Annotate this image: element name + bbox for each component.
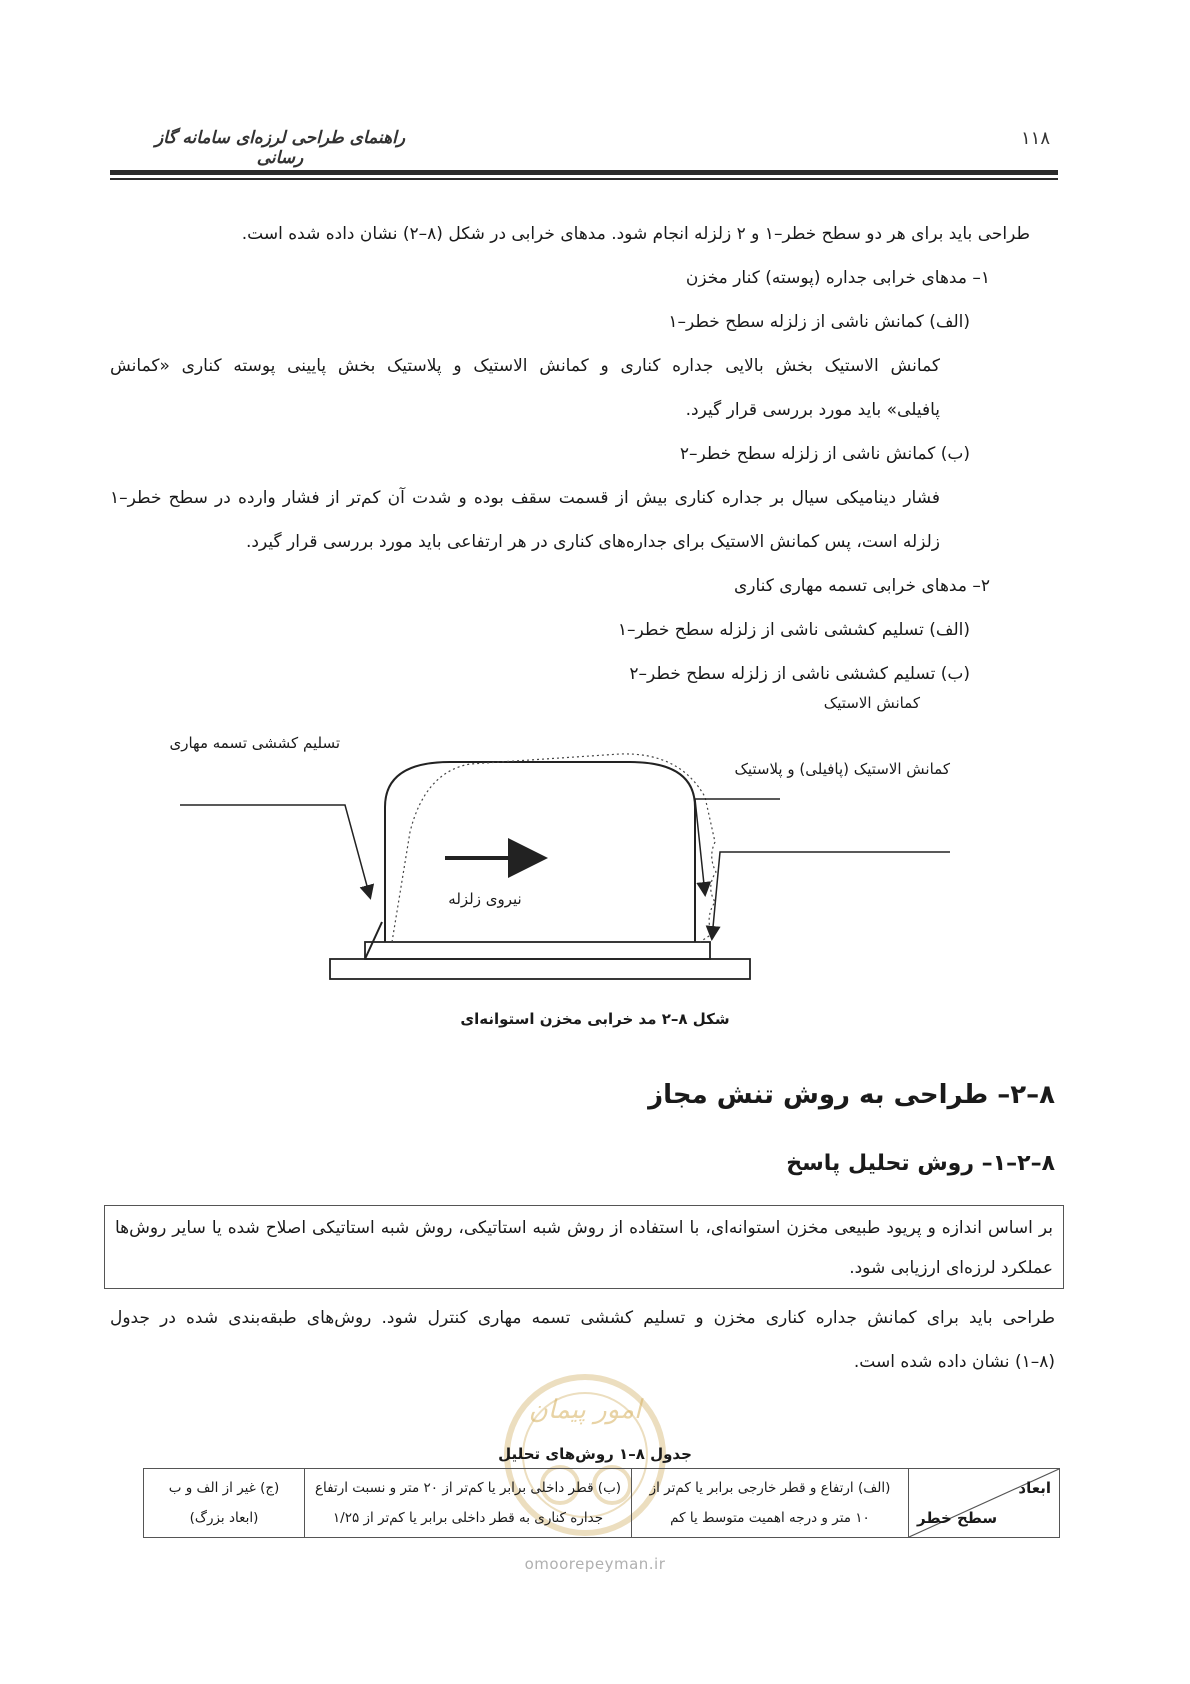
label-elephant-foot-buckling: کمانش الاستیک (پافیلی) و پلاستیک (734, 760, 950, 778)
item-1b-heading: (ب) کمانش ناشی از زلزله سطح خطر–۲ (679, 444, 970, 464)
header-rule-thick (110, 170, 1058, 175)
label-earthquake-force: نیروی زلزله (448, 890, 522, 908)
col-a-line2: ۱۰ متر و درجه اهمیت متوسط یا کم (670, 1510, 870, 1526)
item-1a-heading: (الف) کمانش ناشی از زلزله سطح خطر–۱ (668, 312, 970, 332)
section-heading: ۸–۲– طراحی به روش تنش مجاز (648, 1080, 1055, 1110)
item-2-heading: ۲– مدهای خرابی تسمه مهاری کناری (733, 576, 990, 596)
analysis-methods-table (143, 1468, 1060, 1538)
figure-caption: شکل ۸–۲ مد خرابی مخزن استوانه‌ای (460, 1010, 730, 1028)
anchor-strap (365, 922, 382, 959)
methods-paragraph-line2: (۸–۱) نشان داده شده است. (853, 1352, 1055, 1372)
item-2b-heading: (ب) تسلیم کششی ناشی از زلزله سطح خطر–۲ (629, 664, 970, 684)
table-header-cell-b (305, 1469, 632, 1538)
intro-paragraph: طراحی باید برای هر دو سطح خطر–۱ و ۲ زلزله انجام شود. مدهای خرابی در شکل (۸–۲) نشان داده شده است. (241, 224, 1030, 244)
table-header-cell-a (632, 1469, 909, 1538)
anchor-yield-leader (180, 805, 370, 897)
table-caption: جدول ۸–۱ روش‌های تحلیل (498, 1445, 692, 1463)
item-2a-heading: (الف) تسلیم کششی ناشی از زلزله سطح خطر–۱ (617, 620, 970, 640)
running-header-title: راهنمای طراحی لرزه‌ای سامانه گاز رسانی (154, 128, 406, 168)
label-anchor-yield: تسلیم کششی تسمه مهاری (169, 734, 340, 752)
corner-label-hazard-level: سطح خطر (917, 1509, 998, 1527)
requirement-box: بر اساس اندازه و پریود طبیعی مخزن استوانه‌ای، با استفاده از روش شبه استاتیکی، روش شبه استاتیکی اصلاح شده یا سایر روش‌ها عملکرد لرزه‌ای ارزیابی شود. (104, 1205, 1064, 1289)
watermark-site-text: omoorepeyman.ir (524, 1555, 666, 1573)
corner-label-dimensions: ابعاد (1018, 1479, 1051, 1497)
col-a-line1: (الف) ارتفاع و قطر خارجی برابر یا کم‌تر از (649, 1480, 891, 1496)
elephant-foot-leader-2 (712, 852, 950, 938)
foundation-slab (330, 959, 750, 979)
item-1a-text-line2: پافیلی» باید مورد بررسی قرار گیرد. (685, 400, 940, 420)
item-1b-text-line2: زلزله است، پس کمانش الاستیک برای جداره‌های کناری در هر ارتفاعی باید مورد بررسی قرار گیرد. (246, 532, 940, 552)
tank-deformed-outline (392, 754, 716, 942)
col-c-line1: (ج) غیر از الف و ب (168, 1480, 280, 1496)
tank-original-outline (385, 762, 695, 942)
table-header-cell-c (144, 1469, 305, 1538)
col-b-line2: جداره کناری به قطر داخلی برابر یا کم‌تر از ۱/۲۵ (332, 1510, 604, 1526)
table-row (144, 1469, 1060, 1538)
item-1b-text-line1: فشار دینامیکی سیال بر جداره کناری بیش از قسمت سقف بوده و شدت آن کم‌تر از فشار وارده در سطح خطر–۱ (110, 488, 940, 508)
label-elastic-buckling: کمانش الاستیک (823, 694, 920, 712)
page-number: ۱۱۸ (1020, 128, 1050, 149)
elephant-foot-leader-1 (695, 799, 780, 894)
methods-paragraph-line1: طراحی باید برای کمانش جداره کناری مخزن و تسلیم کششی تسمه مهاری کنترل شود. روش‌های طبقه‌بندی شده در جدول (110, 1308, 1055, 1328)
col-c-line2: (ابعاد بزرگ) (189, 1510, 259, 1526)
col-b-line1: (ب) قطر داخلی برابر یا کم‌تر از ۲۰ متر و نسبت ارتفاع (314, 1480, 622, 1496)
tank-bottom-plate (365, 942, 710, 959)
table-corner-cell (909, 1469, 1060, 1538)
subsection-heading: ۸–۲–۱– روش تحلیل پاسخ (786, 1151, 1055, 1176)
header-rule-thin (110, 178, 1058, 180)
analysis-methods-table-wrap (143, 1468, 1060, 1538)
watermark-logo-text: امور پیمان (528, 1395, 642, 1425)
tank-failure-figure (160, 694, 1040, 992)
elastic-buckling-leader (715, 790, 920, 812)
item-1-heading: ۱– مدهای خرابی جداره (پوسته) کنار مخزن (685, 268, 990, 288)
item-1a-text-line1: کمانش الاستیک بخش بالایی جداره کناری و کمانش الاستیک و پلاستیک بخش پایینی پوسته کناری «کمانش (110, 356, 940, 376)
